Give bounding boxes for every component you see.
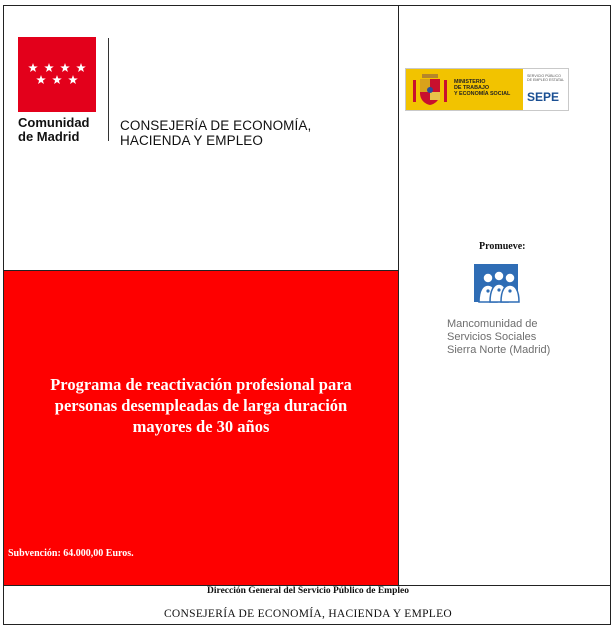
- footer-consejeria: CONSEJERÍA DE ECONOMÍA, HACIENDA Y EMPLEO: [163, 608, 453, 620]
- ministerio-text: MINISTERIO DE TRABAJO Y ECONOMÍA SOCIAL: [454, 79, 511, 98]
- program-panel: [4, 271, 398, 585]
- subvencion-amount: Subvención: 64.000,00 Euros.: [8, 548, 134, 559]
- logo-separator: [108, 38, 109, 141]
- ministerio-sepe-logo: [405, 68, 569, 111]
- vertical-divider: [398, 5, 399, 586]
- comunidad-madrid-name: Comunidad de Madrid: [18, 115, 90, 144]
- sepe-wordmark: SEPE: [527, 90, 560, 104]
- spain-coat-of-arms-icon: [410, 72, 450, 107]
- mancomunidad-text: Mancomunidad de Servicios Sociales Sierra Norte (Madrid): [447, 318, 551, 356]
- mancomunidad-people-icon: [474, 264, 526, 304]
- program-title: Programa de reactivación profesional para personas desempleadas de larga duración mayores de 30 años: [50, 375, 352, 436]
- direccion-general: Dirección General del Servicio Público de Empleo: [207, 586, 409, 596]
- promueve-label: Promueve:: [479, 241, 526, 252]
- ministerio-banner: [406, 69, 523, 110]
- seven-stars-icon: [18, 37, 96, 112]
- sepe-subtitle: SERVICIO PÚBLICO DE EMPLEO ESTATAL: [527, 74, 565, 82]
- consejeria-header: CONSEJERÍA DE ECONOMÍA, HACIENDA Y EMPLEO: [120, 118, 312, 148]
